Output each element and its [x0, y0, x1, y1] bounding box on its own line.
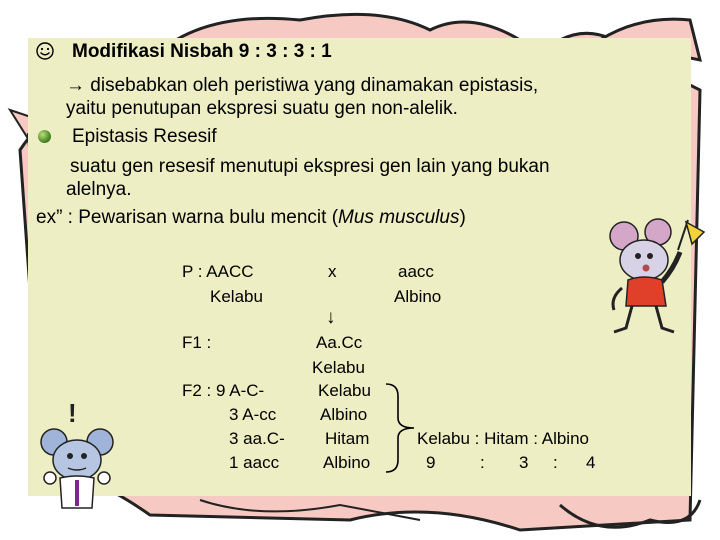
example-line [36, 206, 466, 229]
f1-genotype: Aa.Cc [316, 333, 363, 352]
example-prefix: ex” : Pewarisan warna bulu mencit ( [36, 207, 339, 228]
ratio-separator-1: : [480, 453, 485, 472]
f2-row-4-genotype: 1 aacc [229, 453, 280, 472]
ratio-separator-2: : [553, 453, 558, 472]
intro-line-1: → disebabkan oleh peristiwa yang dinamakan epistasis, [66, 75, 539, 96]
bullet-line-1: suatu gen resesif menutupi ekspresi gen lain yang bukan [70, 156, 550, 177]
right-brace-icon [384, 382, 420, 474]
f2-row-3-phenotype: Hitam [325, 429, 370, 448]
flag-mouse-illustration [600, 210, 710, 340]
ratio-phenotypes: Kelabu : Hitam : Albino [417, 429, 589, 448]
parent-1-genotype: P : AACC [182, 262, 254, 281]
example-species: Mus musculus [338, 207, 460, 228]
down-arrow-icon: ↓ [326, 307, 336, 328]
parent-2-phenotype: Albino [394, 287, 442, 306]
bullet-heading: Epistasis Resesif [72, 126, 217, 147]
f2-row-1-genotype: F2 : 9 A-C- [182, 381, 265, 400]
smiley-icon [35, 41, 55, 61]
f1-label: F1 : [182, 333, 212, 352]
intro-line-2: yaitu penutupan ekspresi suatu gen non-alelik. [66, 98, 458, 119]
f2-row-3-genotype: 3 aa.C- [229, 429, 285, 448]
f1-phenotype: Kelabu [312, 358, 365, 377]
f2-row-2-phenotype: Albino [320, 405, 368, 424]
parent-2-genotype: aacc [398, 262, 434, 281]
f2-row-1-phenotype: Kelabu [318, 381, 371, 400]
green-ball-icon [38, 130, 51, 143]
parent-1-phenotype: Kelabu [210, 287, 263, 306]
example-suffix: ) [459, 207, 466, 228]
svg-text:!: ! [68, 398, 77, 428]
ratio-value-kelabu: 9 [426, 453, 436, 472]
f2-row-2-genotype: 3 A-cc [229, 405, 277, 424]
f2-row-4-phenotype: Albino [323, 453, 371, 472]
cross-symbol: x [328, 262, 337, 281]
ratio-values [418, 453, 618, 475]
ratio-value-hitam: 3 [519, 453, 529, 472]
ratio-value-albino: 4 [586, 453, 596, 472]
worried-mouse-illustration [28, 398, 128, 518]
slide-title: Modifikasi Nisbah 9 : 3 : 3 : 1 [72, 41, 332, 62]
bullet-line-2: alelnya. [66, 179, 132, 200]
